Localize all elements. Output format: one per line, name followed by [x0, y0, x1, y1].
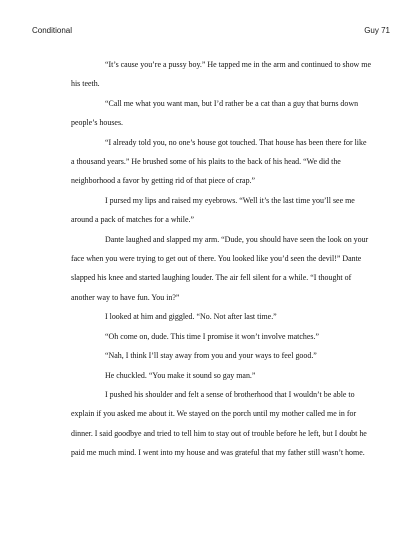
paragraph: I pursed my lips and raised my eyebrows. “Well it’s the last time you’ll see me around a pack of matches for a while.” — [71, 195, 355, 225]
paragraph: “Oh come on, dude. This time I promise it won’t involve matches.” — [105, 331, 319, 341]
running-header-page-number: Guy 71 — [364, 26, 390, 35]
paragraph: I looked at him and giggled. “No. Not after last time.” — [105, 312, 277, 322]
paragraph: “Call me what you want man, but I’d rather be a cat than a guy that burns down people’s houses. — [71, 98, 359, 128]
paragraph: “Nah, I think I’ll stay away from you and your ways to feel good.” — [105, 351, 317, 361]
running-header-title: Conditional — [32, 26, 73, 35]
paragraph: I pushed his shoulder and felt a sense of brotherhood that I wouldn’t be able to explain if you asked me about it. We stayed on the porch until my mother called me in for dinner. I said goodbye and tried to tell him to stay out of trouble before he left, but I doubt he paid me much mind. I went into my house and was grateful that my father still wasn’t home. — [71, 389, 367, 458]
paragraph: He chuckled. “You make it sound so gay man.” — [105, 370, 256, 380]
paragraph: “I already told you, no one’s house got touched. That house has been there for like a thousand years.” He brushed some of his plaits to the back of his head. “We did the neighborhood a favor by getting rid of that piece of crap.” — [71, 137, 367, 186]
body-text — [71, 55, 371, 463]
paragraph: “It’s cause you’re a pussy boy.” He tapped me in the arm and continued to show me his teeth. — [71, 60, 371, 89]
paragraph: Dante laughed and slapped my arm. “Dude, you should have seen the look on your face when you were trying to get out of there. You looked like you’d seen the devil!” Dante slapped his knee and started laughing louder. The air fell silent for a while. “I thought of another way to have fun. You in?” — [71, 234, 369, 302]
